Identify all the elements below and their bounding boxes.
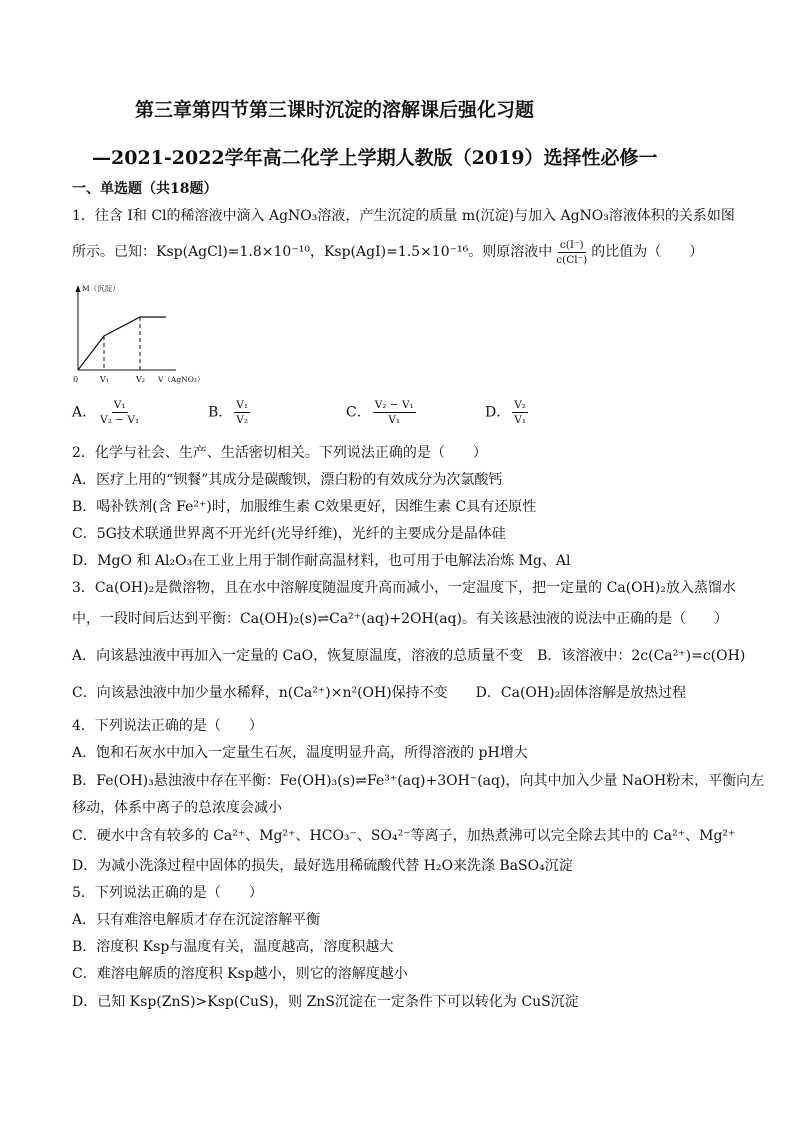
- q1-stem-line1: 1．往含 I和 Cl的稀溶液中滴入 AgNO₃溶液，产生沉淀的质量 m(沉淀)与加入 AgNO₃溶液体积的关系如图: [72, 208, 735, 224]
- q4-option-b-line1[interactable]: B．Fe(OH)₃悬浊液中存在平衡：Fe(OH)₃(s)⇌Fe³⁺(aq)+3OH⁻(aq)，向其中加入少量 NaOH粉末，平衡向左: [72, 773, 765, 789]
- q2-option-a[interactable]: A．医疗上用的“钡餐”其成分是碳酸钡，漂白粉的有效成分为次氯酸钙: [72, 472, 503, 488]
- q4-option-c[interactable]: C．硬水中含有较多的 Ca²⁺、Mg²⁺、HCO₃⁻、SO₄²⁻等离子，加热煮沸可以完全除去其中的 Ca²⁺、Mg²⁺: [72, 828, 736, 844]
- q2-option-c[interactable]: C．5G技术联通世界离不开光纤(光导纤维)，光纤的主要成分是晶体硅: [72, 526, 506, 542]
- option-a-den: V₂ − V₁: [100, 414, 140, 426]
- q1-option-c[interactable]: [346, 398, 418, 427]
- q5-option-c[interactable]: C．难溶电解质的溶度积 Ksp越小，则它的溶解度越小: [72, 966, 408, 982]
- q2-option-b[interactable]: B．喝补铁剂(含 Fe²⁺)时，加服维生素 C效果更好，因维生素 C具有还原性: [72, 499, 537, 515]
- q3-stem-line1: 3．Ca(OH)₂是微溶物，且在水中溶解度随温度升高而减小，一定温度下，把一定量的 Ca(OH)₂放入蒸馏水: [72, 580, 736, 596]
- option-d-num: V₂: [514, 399, 527, 411]
- graph-v2-label: V₂: [136, 375, 145, 384]
- q4-stem: 4．下列说法正确的是（ ）: [72, 718, 263, 734]
- option-a-label: A．: [72, 404, 97, 421]
- option-b-fraction: [234, 398, 250, 427]
- doc-title-line1: 第三章第四节第三课时沉淀的溶解课后强化习题: [135, 99, 535, 121]
- q2-option-d[interactable]: D．MgO 和 Al₂O₃在工业上用于制作耐高温材料，也可用于电解法冶炼 Mg、Al: [72, 553, 571, 569]
- q1-frac-den: c(Cl⁻): [556, 253, 588, 266]
- q4-option-d[interactable]: D．为减小洗涤过程中固体的损失，最好选用稀硫酸代替 H₂O来洗涤 BaSO₄沉淀: [72, 858, 573, 874]
- doc-title-line2: —2021-2022学年高二化学上学期人教版（2019）选择性必修一: [92, 147, 658, 169]
- graph-y-arrow: [76, 285, 81, 292]
- option-d-den: V₁: [514, 414, 527, 426]
- q5-option-b[interactable]: B．溶度积 Ksp与温度有关，温度越高，溶度积越大: [72, 939, 394, 955]
- option-c-fraction: [373, 398, 416, 427]
- graph-origin-label: 0: [73, 375, 79, 384]
- graph-curve: [78, 317, 166, 370]
- q1-ksp-agcl: Ksp(AgCl)=1.8×10⁻¹⁰，: [156, 244, 324, 260]
- option-b-label: B．: [208, 404, 233, 421]
- q1-ratio-fraction: [554, 238, 589, 267]
- q1-frac-num: c(I⁻): [559, 238, 584, 251]
- option-b-den: V₂: [236, 414, 249, 426]
- q1-option-d[interactable]: [485, 398, 530, 427]
- option-c-den: V₁: [388, 414, 401, 426]
- q1-graph: [64, 280, 254, 390]
- section-heading: 一、单选题（共18题）: [72, 181, 218, 197]
- q1-option-a[interactable]: [72, 398, 143, 427]
- q3-options-cd[interactable]: C．向该悬浊液中加少量水稀释，n(Ca²⁺)×n²(OH)保持不变 D．Ca(OH)₂固体溶解是放热过程: [72, 685, 687, 701]
- q5-option-d[interactable]: D．已知 Ksp(ZnS)>Ksp(CuS)，则 ZnS沉淀在一定条件下可以转化为 CuS沉淀: [72, 994, 579, 1010]
- q1-option-b[interactable]: [208, 398, 252, 427]
- q1-line2-pre: 所示。已知：: [72, 244, 156, 260]
- graph-y-label: M（沉淀）: [82, 284, 120, 293]
- q4-option-a[interactable]: A．饱和石灰水中加入一定量生石灰，温度明显升高，所得溶液的 pH增大: [72, 745, 528, 761]
- q1-stem-line2: [72, 237, 703, 267]
- q1-line2-post: 的比值为（ ）: [591, 244, 704, 260]
- option-a-num: V₁: [113, 399, 126, 411]
- q3-options-ab[interactable]: A．向该悬浊液中再加入一定量的 CaO，恢复原温度，溶液的总质量不变 B．该溶液中：2c(Ca²⁺)=c(OH): [72, 648, 746, 664]
- option-c-label: C．: [346, 404, 371, 421]
- option-c-num: V₂ − V₁: [374, 399, 414, 411]
- graph-v1-label: V₁: [100, 375, 109, 384]
- graph-x-label: V（AgNO₃）: [158, 375, 205, 384]
- option-a-fraction: [98, 398, 141, 427]
- option-d-fraction: [512, 398, 528, 427]
- q5-stem: 5．下列说法正确的是（ ）: [72, 885, 263, 901]
- q4-option-b-line2[interactable]: 移动，体系中离子的总浓度会减小: [72, 800, 282, 816]
- q1-ksp-agi: Ksp(AgI)=1.5×10⁻¹⁶。则原溶液中: [323, 244, 553, 260]
- option-d-label: D．: [485, 404, 511, 421]
- q5-option-a[interactable]: A．只有难溶电解质才存在沉淀溶解平衡: [72, 912, 321, 928]
- q2-stem: 2．化学与社会、生产、生活密切相关。下列说法正确的是（ ）: [72, 445, 487, 461]
- q3-stem-line2: 中，一段时间后达到平衡：Ca(OH)₂(s)⇌Ca²⁺(aq)+2OH(aq)。有关该悬浊液的说法中正确的是（ ）: [72, 611, 728, 627]
- option-b-num: V₁: [236, 399, 249, 411]
